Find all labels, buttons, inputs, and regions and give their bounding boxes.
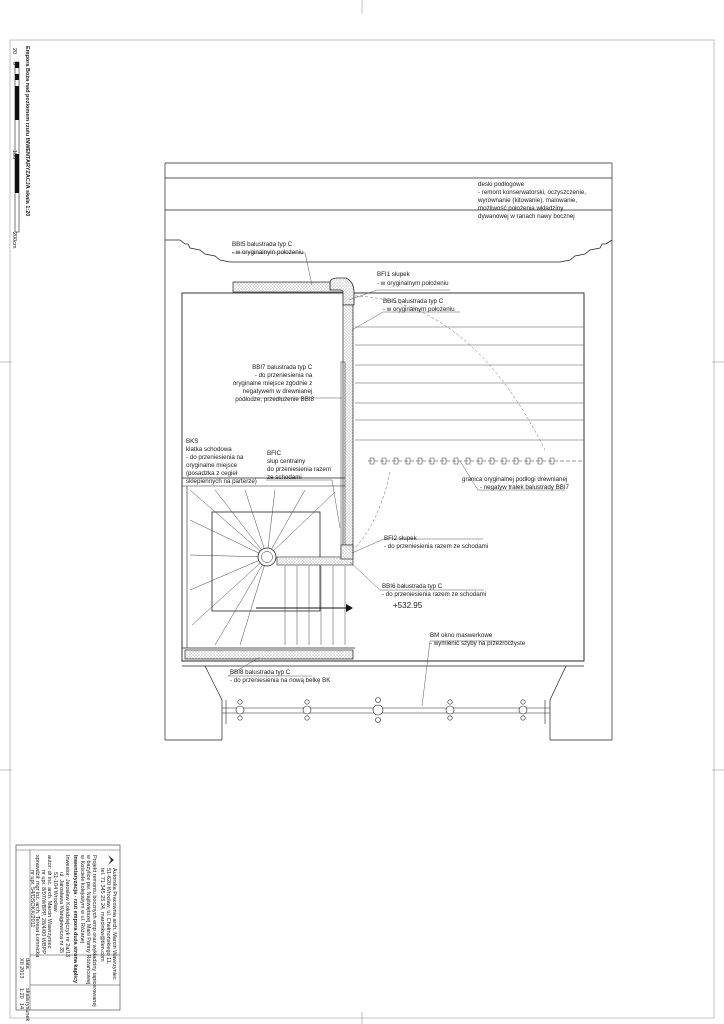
tb-project-3: w Kościele kolejowym w ul. Różanej <box>79 855 85 944</box>
label-bbi8: BBI8 balustrada typ C - do przeniesienia na nową belkę BK <box>230 669 331 684</box>
label-deski: deski podłogowe - remont konserwatorski, oczyszczenie, wyrównanie (kitowanie), malowanie, możliwość położenia wkładziny dywanowej w ranach nawy bocznej <box>478 181 586 220</box>
tb-office-2: 51-620 Wrocław, ul. Chełmońskiego 11, <box>105 868 111 965</box>
tb-checker-1: sprawdził: mgr inż. arch. Teresa Łomnicka <box>34 855 40 958</box>
tb-sheet: 14 <box>18 1003 24 1010</box>
label-bfi1: BFI1 słupek - w oryginalnym położeniu <box>377 271 449 287</box>
stair-arrow-head <box>346 604 353 612</box>
label-bbi5-top: BBI5 balustrada typ C - w oryginalnym położeniu <box>232 241 304 256</box>
mullion-1 <box>236 700 244 720</box>
mullion-5 <box>519 700 527 720</box>
tb-project-1: Projekt remontu bocznych emp oraz wykładziny tapicerowanej <box>91 855 97 1007</box>
label-granica: granica oryginalnej podłogi drewnianej - negatyw tralek balustrady BBI7 <box>462 476 569 491</box>
tb-drawing-title: Inwentaryzacja - rzut empora duża strona kaplicy <box>72 855 78 984</box>
scale-title: Empora Boża nad poziomem rzutu <box>24 46 30 137</box>
tb-checker-2: nr upr. 54/DSOKK/2011 <box>29 870 35 928</box>
tb-project-2: w bazylice pw. Najświętszej Marii Panny Różańcowej <box>85 855 91 985</box>
balustrade-bbi8 <box>185 650 353 659</box>
tb-date: XII 2013 <box>18 958 24 979</box>
scale-tick-0: 0 <box>11 62 17 66</box>
label-level: +532.95 <box>393 601 423 610</box>
scale-tick-100: 100 <box>11 150 17 160</box>
tb-author-2: nr upr. 8/97/WBPP, 28/4/00 WBPP <box>40 870 46 954</box>
tb-author-1: autor: dr inż. arch. Marcin Wawrzyniec <box>46 855 52 949</box>
svg-text:Empora Boża nad poziomem rzutu <box>24 46 30 216</box>
tb-office-3: tel. 71 345 25 24, marcinkw@tlen.com <box>99 868 105 962</box>
door-swing-arc <box>355 296 545 450</box>
scale-tick-200: 200cm <box>11 232 17 249</box>
title-block <box>16 845 120 1022</box>
label-bks: BKS klatka schodowa - do przeniesienia na oryginalne miejsce (posadzka z cegieł sklepiennych na parterze) <box>186 438 257 485</box>
gallery-floor-boards <box>355 327 584 440</box>
scale-tick-20: 20 <box>11 48 17 55</box>
label-bbi6: BBI6 balustrada typ C - do przeniesienia razem ze schodami <box>382 583 487 598</box>
balustrade-bbi7 <box>343 305 353 555</box>
tb-investor-1: Inwestor: Jarosław Kołodziejczyk nr 2a/13 <box>64 855 70 958</box>
tb-investor-2: ul. Jarosława Wanigiewicza nr 35 <box>58 872 64 954</box>
scale-text: skala 1:20 <box>24 190 30 217</box>
scale-title-bold: INWENTARYZACJA <box>24 137 30 189</box>
mullion-2 <box>303 700 311 720</box>
label-bfic: BFIC słup centralny do przeniesienia razem ze schodami <box>267 450 331 481</box>
tb-investor-3: 51-104 Wrocław <box>52 872 58 912</box>
mullion-3 <box>373 698 383 723</box>
central-newel-bfic <box>258 548 276 566</box>
tb-office-1: Autorska Pracownia arch. Marcin Wawrzyniec <box>111 868 117 980</box>
label-bbi5-right: BBI5 balustrada typ C - w oryginalnym położeniu <box>383 298 455 313</box>
window-tracery <box>222 700 550 724</box>
mullion-4 <box>446 700 454 720</box>
tb-date-label: data <box>24 958 30 969</box>
tb-scale-label: skala <box>24 988 30 1001</box>
label-bm: BM okno maswerkowe - wymienić szyby na przezroczyste <box>430 632 526 647</box>
tb-sheet-label: rysunek <box>24 1002 30 1022</box>
scale-bar <box>11 46 30 249</box>
baluster-negative-row <box>368 458 584 464</box>
tb-scale: 1:20 <box>18 988 24 999</box>
balustrade-bbi5-top <box>233 282 343 292</box>
label-bbi7: BBI7 balustrada typ C - do przeniesienia na oryginalne miejsce zgodnie z negatywem w drewnianej podłodze, przedłużenie BBI8 <box>232 364 314 403</box>
office-logo-icon <box>108 855 114 865</box>
label-bfi2: BFI2 słupek - do przeniesienia razem ze schodami <box>384 535 489 550</box>
